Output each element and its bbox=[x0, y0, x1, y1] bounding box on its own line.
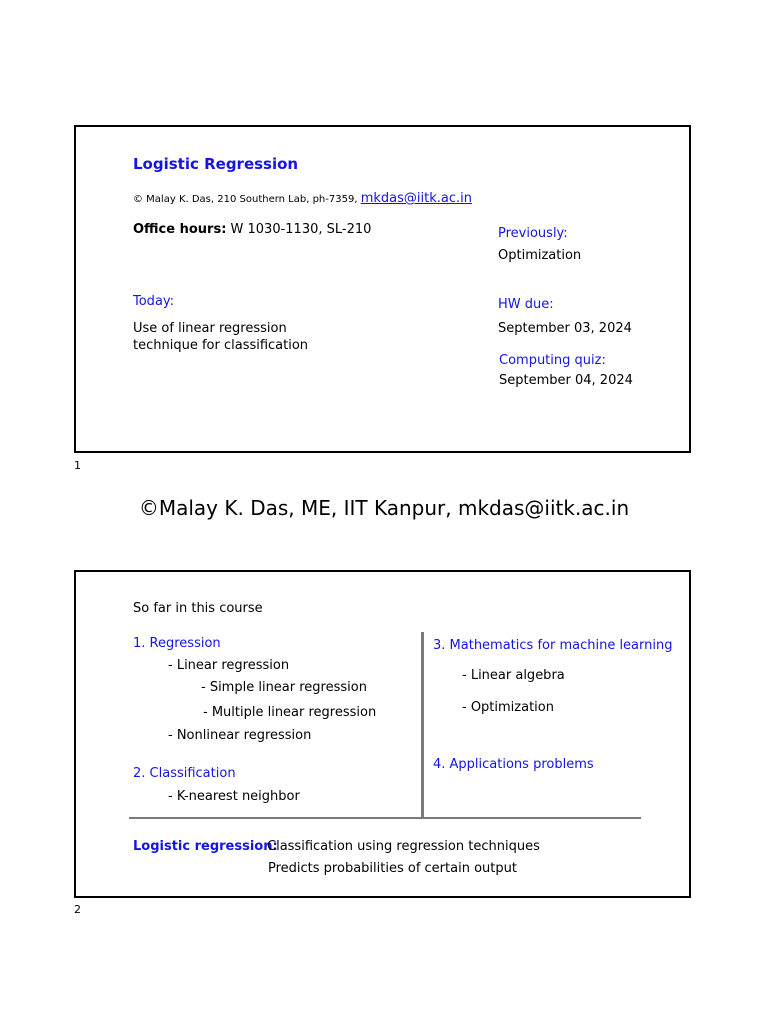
nonlinear-item: - Nonlinear regression bbox=[168, 728, 312, 743]
previously-label: Previously: bbox=[498, 226, 568, 241]
today-line-2: technique for classification bbox=[133, 338, 309, 353]
intro-text: So far in this course bbox=[133, 601, 263, 616]
logistic-line-1: Classification using regression techniques bbox=[267, 839, 540, 854]
credit-email-link[interactable]: mkdas@iitk.ac.in bbox=[360, 191, 472, 206]
slide-1 bbox=[74, 125, 691, 453]
applications-heading: 4. Applications problems bbox=[433, 757, 594, 772]
slide-2 bbox=[74, 570, 691, 898]
quiz-value: September 04, 2024 bbox=[499, 373, 633, 388]
linear-regression-item: - Linear regression bbox=[168, 658, 290, 673]
regression-heading: 1. Regression bbox=[133, 636, 221, 651]
optimization-item: - Optimization bbox=[462, 700, 554, 715]
office-hours-label: Office hours: bbox=[133, 222, 227, 237]
page-number-1: 1 bbox=[74, 459, 81, 472]
math-heading: 3. Mathematics for machine learning bbox=[433, 638, 673, 653]
today-line-1: Use of linear regression bbox=[133, 321, 287, 336]
credit-line bbox=[133, 191, 472, 206]
previously-value: Optimization bbox=[498, 248, 582, 263]
hw-due-value: September 03, 2024 bbox=[498, 321, 632, 336]
hw-due-label: HW due: bbox=[498, 297, 554, 312]
credit-text: © Malay K. Das, 210 Southern Lab, ph-7359, bbox=[133, 194, 361, 205]
classification-heading: 2. Classification bbox=[133, 766, 236, 781]
office-hours-value: W 1030-1130, SL-210 bbox=[226, 222, 372, 237]
multiple-linear-item: - Multiple linear regression bbox=[203, 705, 377, 720]
today-label: Today: bbox=[133, 294, 175, 309]
quiz-label: Computing quiz: bbox=[499, 353, 606, 368]
page-number-2: 2 bbox=[74, 903, 81, 916]
office-hours bbox=[133, 222, 371, 237]
logistic-label: Logistic regression: bbox=[133, 839, 278, 854]
knn-item: - K-nearest neighbor bbox=[168, 789, 300, 804]
vertical-divider bbox=[421, 632, 424, 818]
logistic-line-2: Predicts probabilities of certain output bbox=[268, 861, 517, 876]
linear-algebra-item: - Linear algebra bbox=[462, 668, 565, 683]
slide-title: Logistic Regression bbox=[133, 155, 299, 173]
copyright-line: ©Malay K. Das, ME, IIT Kanpur, mkdas@iitk.ac.in bbox=[138, 496, 630, 520]
horizontal-divider bbox=[129, 817, 641, 819]
simple-linear-item: - Simple linear regression bbox=[201, 680, 367, 695]
